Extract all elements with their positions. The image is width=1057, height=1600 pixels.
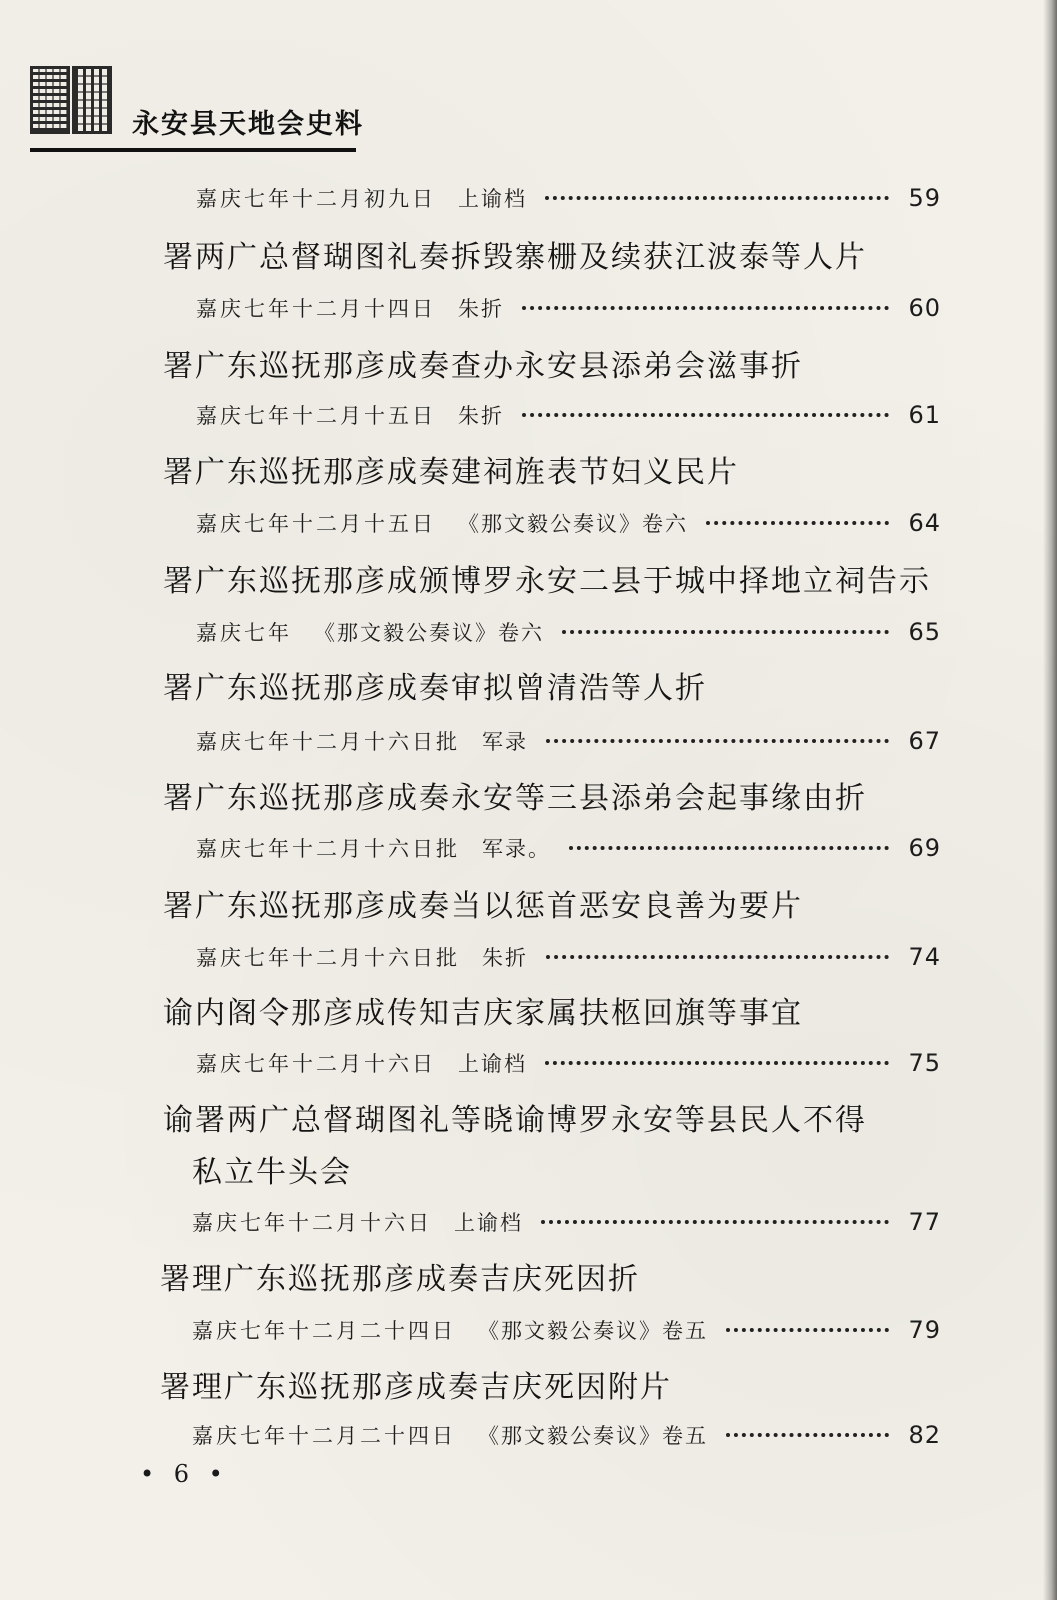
entry-page-number: 79 — [908, 1316, 941, 1344]
leader-dots — [522, 306, 889, 310]
entry-page-number: 65 — [908, 618, 941, 646]
book-title: 永安县天地会史料 — [132, 109, 364, 140]
toc-entry-date-line — [196, 1048, 941, 1078]
leader-dots — [546, 955, 889, 959]
entry-date: 嘉庆七年十二月十五日 — [196, 404, 436, 428]
toc-entry-title: 署广东巡抚那彦成颁博罗永安二县于城中择地立祠告示 — [163, 564, 931, 599]
entry-page-number: 61 — [908, 401, 941, 429]
toc-entry-title: 署理广东巡抚那彦成奏吉庆死因附片 — [160, 1370, 672, 1405]
toc-entry-title: 署广东巡抚那彦成奏建祠旌表节妇义民片 — [163, 455, 739, 490]
entry-date: 嘉庆七年十二月十六日批 — [196, 946, 460, 970]
entry-source: 朱折 — [458, 404, 504, 428]
entry-date: 嘉庆七年十二月十四日 — [196, 297, 436, 321]
toc-entry-date-line — [196, 293, 941, 323]
toc-entry-date-line — [196, 726, 941, 756]
toc-entry-title-continuation: 私立牛头会 — [192, 1155, 352, 1190]
entry-date: 嘉庆七年十二月十六日 — [192, 1211, 432, 1235]
entry-page-number: 75 — [908, 1049, 941, 1077]
entry-page-number: 64 — [908, 509, 941, 537]
toc-entry-title: 谕内阁令那彦成传知吉庆家属扶柩回旗等事宜 — [163, 996, 803, 1031]
toc-entry-title: 署广东巡抚那彦成奏查办永安县添弟会滋事折 — [163, 349, 803, 384]
leader-dots — [545, 1061, 889, 1065]
entry-page-number: 74 — [908, 943, 941, 971]
entry-source: 朱折 — [458, 297, 504, 321]
toc-entry-title: 署理广东巡抚那彦成奏吉庆死因折 — [160, 1262, 640, 1297]
entry-page-number: 69 — [908, 834, 941, 862]
entry-source: 《那文毅公奏议》卷六 — [458, 512, 688, 536]
entry-source: 上谕档 — [458, 1052, 527, 1076]
entry-page-number: 67 — [908, 727, 941, 755]
entry-source: 朱折 — [482, 946, 528, 970]
toc-entry-date-line — [196, 508, 941, 538]
leader-dots — [562, 630, 889, 634]
toc-entry-title: 署广东巡抚那彦成奏当以惩首恶安良善为要片 — [163, 889, 803, 924]
leader-dots — [546, 739, 889, 743]
toc-entry-title: 署广东巡抚那彦成奏永安等三县添弟会起事缘由折 — [163, 781, 867, 816]
entry-source: 《那文毅公奏议》卷六 — [314, 621, 544, 645]
page-number: • 6 • — [140, 1460, 229, 1488]
leader-dots — [726, 1328, 889, 1332]
leader-dots — [541, 1220, 889, 1224]
entry-date: 嘉庆七年十二月十五日 — [196, 512, 436, 536]
toc-entry-title: 谕署两广总督瑚图礼等晓谕博罗永安等县民人不得 — [163, 1103, 867, 1138]
toc-entry-date-line — [192, 1207, 941, 1237]
entry-date: 嘉庆七年十二月二十四日 — [192, 1319, 456, 1343]
entry-date: 嘉庆七年 — [196, 621, 292, 645]
toc-entry-date-line — [192, 1315, 941, 1345]
entry-source: 《那文毅公奏议》卷五 — [478, 1424, 708, 1448]
toc-entry-title: 署广东巡抚那彦成奏审拟曾清浩等人折 — [163, 671, 707, 706]
entry-source: 军录。 — [482, 837, 551, 861]
entry-page-number: 77 — [908, 1208, 941, 1236]
entry-source: 军录 — [482, 730, 528, 754]
entry-date: 嘉庆七年十二月十六日 — [196, 1052, 436, 1076]
toc-entry-date-line — [196, 183, 941, 213]
entry-page-number: 59 — [908, 184, 941, 212]
leader-dots — [726, 1433, 889, 1437]
entry-source: 上谕档 — [458, 187, 527, 211]
leader-dots — [569, 846, 889, 850]
leader-dots — [522, 413, 889, 417]
entry-date: 嘉庆七年十二月十六日批 — [196, 837, 460, 861]
entry-date: 嘉庆七年十二月十六日批 — [196, 730, 460, 754]
toc-entry-title: 署两广总督瑚图礼奏拆毁寨栅及续获江波泰等人片 — [163, 240, 867, 275]
toc-entry-date-line — [192, 1420, 941, 1450]
toc-entry-date-line — [196, 833, 941, 863]
toc-entry-date-line — [196, 617, 941, 647]
leader-dots — [545, 196, 889, 200]
entry-date: 嘉庆七年十二月初九日 — [196, 187, 436, 211]
toc-entry-date-line — [196, 400, 941, 430]
toc-entry-date-line — [196, 942, 941, 972]
entry-page-number: 82 — [908, 1421, 941, 1449]
leader-dots — [706, 521, 889, 525]
entry-date: 嘉庆七年十二月二十四日 — [192, 1424, 456, 1448]
entry-page-number: 60 — [908, 294, 941, 322]
entry-source: 上谕档 — [454, 1211, 523, 1235]
entry-source: 《那文毅公奏议》卷五 — [478, 1319, 708, 1343]
